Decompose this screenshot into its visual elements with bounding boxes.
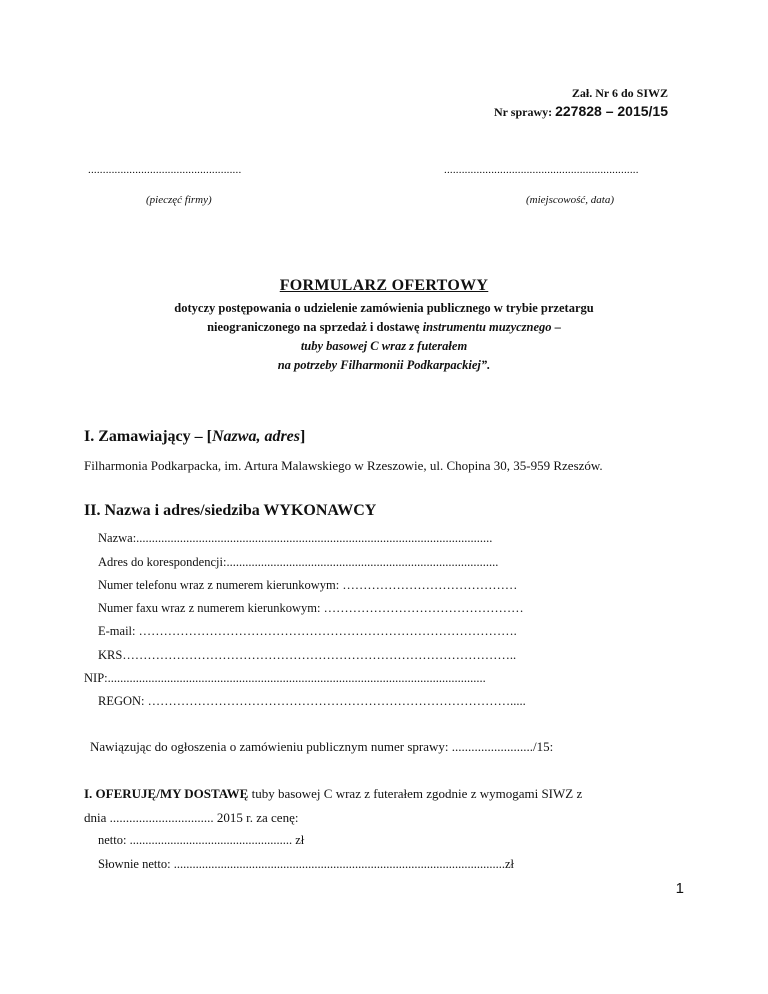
form-subtitle (0, 299, 768, 375)
heading-text: I. Zamawiający – [ (84, 428, 212, 445)
place-date-dots: .................................................................. (444, 164, 639, 176)
case-number: 227828 – 2015/15 (555, 103, 668, 119)
subtitle-line: tuby basowej C wraz z futerałem (300, 339, 468, 353)
offer-line-2: dnia ................................ 2015 r. za cenę: (84, 810, 299, 825)
subtitle-italic: instrumentu muzycznego (422, 320, 552, 334)
subtitle-line: na potrzeby Filharmonii Podkarpackiej”. (277, 358, 491, 372)
case-number-line (494, 102, 668, 121)
section-1-heading (84, 428, 305, 446)
field-fax: Numer faxu wraz z numerem kierunkowym: ………………………………………… (98, 601, 524, 615)
field-netto: netto: .................................................... zł (98, 833, 305, 847)
subtitle-text: – (551, 320, 561, 334)
field-krs: KRS………………………………………………………………………………….. (98, 648, 517, 662)
field-address: Adres do korespondencji:....................................................................................... (98, 555, 499, 569)
field-nip: NIP:......................................................................................................................... (84, 671, 486, 685)
offer-heading: I. OFERUJĘ/MY DOSTAWĘ (84, 786, 249, 801)
company-stamp-caption: (pieczęć firmy) (146, 194, 212, 206)
place-date-caption: (miejscowość, data) (526, 194, 614, 206)
field-email: E-mail: ………………………………………………………………………………. (98, 624, 517, 638)
heading-italic: Nazwa, adres (211, 428, 300, 445)
case-label: Nr sprawy: (494, 105, 553, 119)
field-name: Nazwa:.................................................................................................................. (98, 531, 493, 545)
subtitle-line (0, 318, 768, 337)
announcement-reference: Nawiązując do ogłoszenia o zamówieniu publicznym numer sprawy: ........................./15: (90, 739, 554, 754)
offer-line-1 (84, 786, 582, 802)
section-1-text: Filharmonia Podkarpacka, im. Artura Malawskiego w Rzeszowie, ul. Chopina 30, 35-959 Rzeszów. (84, 458, 603, 473)
company-stamp-dots: .................................................... (88, 164, 242, 176)
page-number: 1 (675, 880, 684, 897)
heading-text: ] (300, 428, 306, 445)
field-phone: Numer telefonu wraz z numerem kierunkowym: …………………………………… (98, 578, 518, 592)
section-2-heading: II. Nazwa i adres/siedziba WYKONAWCY (84, 502, 377, 519)
subtitle-text: nieograniczonego na sprzedaż i dostawę (207, 320, 423, 334)
document-header (494, 84, 668, 121)
offer-text: tuby basowej C wraz z futerałem zgodnie z wymogami SIWZ z (248, 786, 583, 801)
attachment-label: Zał. Nr 6 do SIWZ (571, 86, 668, 100)
form-title: FORMULARZ OFERTOWY (279, 277, 489, 294)
subtitle-line: dotyczy postępowania o udzielenie zamówienia publicznego w trybie przetargu (174, 301, 594, 315)
field-regon: REGON: ……………………………………………………………………………..... (98, 694, 526, 708)
field-slownie-netto: Słownie netto: ..........................................................................................................zł (98, 857, 514, 871)
